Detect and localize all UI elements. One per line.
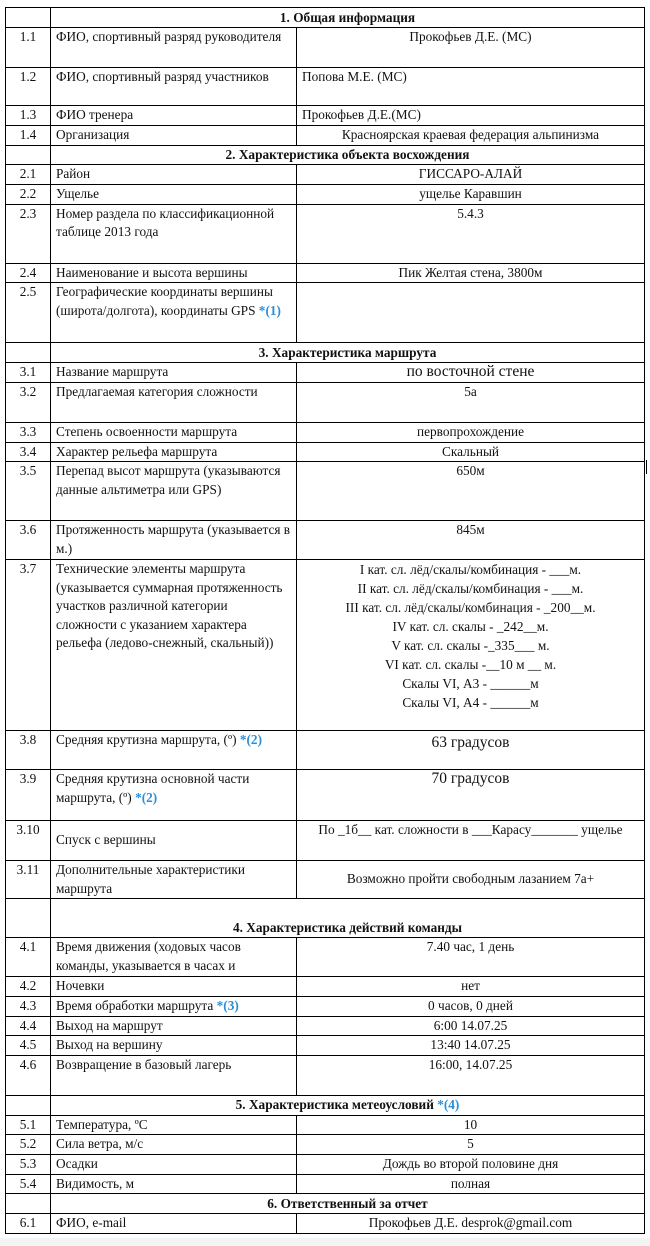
table-row	[6, 1036, 645, 1056]
route-length-value: 845м	[297, 521, 645, 560]
table-row	[6, 383, 645, 423]
table-row	[6, 442, 645, 462]
row-number: 4.2	[6, 977, 51, 997]
row-label: Время движения (ходовых часов команды, указывается в часах и	[51, 938, 297, 977]
table-row	[6, 28, 645, 68]
summit-time-value: 13:40 14.07.25	[297, 1036, 645, 1056]
coordinates-value	[297, 283, 645, 343]
section-num-cell	[6, 343, 51, 363]
return-time-value: 16:00, 14.07.25	[297, 1055, 645, 1095]
section-title: 6. Ответственный за отчет	[51, 1194, 645, 1214]
section-title: 4. Характеристика действий команды	[51, 899, 645, 938]
row-number: 2.3	[6, 204, 51, 263]
table-row	[6, 1055, 645, 1095]
exploration-degree-value: первопрохождение	[297, 423, 645, 443]
row-label: ФИО тренера	[51, 106, 297, 126]
movement-time-value: 7.40 час, 1 день	[297, 938, 645, 977]
row-number: 3.11	[6, 861, 51, 899]
row-label: Характер рельефа маршрута	[51, 442, 297, 462]
coach-value: Прокофьев Д.Е.(МС)	[297, 106, 645, 126]
row-label: ФИО, спортивный разряд руководителя	[51, 28, 297, 68]
row-number: 4.5	[6, 1036, 51, 1056]
row-label: Наименование и высота вершины	[51, 263, 297, 283]
section-num-cell	[6, 1194, 51, 1214]
row-number: 4.4	[6, 1016, 51, 1036]
row-number: 3.5	[6, 462, 51, 521]
row-label: Выход на вершину	[51, 1036, 297, 1056]
section-header-weather	[6, 1095, 645, 1115]
table-row	[6, 126, 645, 146]
row-label: Спуск с вершины	[51, 821, 297, 861]
row-label: Название маршрута	[51, 363, 297, 383]
row-number: 1.3	[6, 106, 51, 126]
table-row	[6, 938, 645, 977]
organization-value: Красноярская краевая федерация альпинизма	[297, 126, 645, 146]
row-label	[51, 996, 297, 1016]
row-label: Видимость, м	[51, 1174, 297, 1194]
row-label: Технические элементы маршрута (указывается суммарная протяженность участков различной категории сложности с указанием характера рельефа (ледово-снежный, скальный))	[51, 560, 297, 731]
row-label: Протяженность маршрута (указывается в м.)	[51, 521, 297, 560]
section-title	[51, 1095, 645, 1115]
row-label: Температура, ºС	[51, 1115, 297, 1135]
row-number: 3.4	[6, 442, 51, 462]
row-label: Ущелье	[51, 185, 297, 205]
row-number: 1.2	[6, 68, 51, 106]
row-label	[51, 283, 297, 343]
row-label	[51, 731, 297, 770]
table-row	[6, 1115, 645, 1135]
section-header-general	[6, 8, 645, 28]
row-label-text: Средняя крутизна основной части маршрута, (º)	[56, 771, 250, 805]
table-row	[6, 560, 645, 731]
responsible-contact-value: Прокофьев Д.Е. desprok@gmail.com	[297, 1214, 645, 1234]
table-row	[6, 977, 645, 997]
table-row	[6, 462, 645, 521]
footnote-marker: *(2)	[135, 789, 158, 805]
bivouacs-value: нет	[297, 977, 645, 997]
table-row	[6, 1016, 645, 1036]
section-num-cell	[6, 8, 51, 28]
table-row	[6, 1214, 645, 1234]
table-row	[6, 106, 645, 126]
row-number: 2.4	[6, 263, 51, 283]
row-number: 3.9	[6, 770, 51, 821]
table-row	[6, 1154, 645, 1174]
row-label: Сила ветра, м/с	[51, 1135, 297, 1155]
text-cursor-mark	[646, 460, 647, 474]
wind-value: 5	[297, 1135, 645, 1155]
section-title-text: 5. Характеристика метеоусловий	[235, 1097, 434, 1112]
tech-line-cat3: III кат. сл. лёд/скалы/комбинация - _200__м.	[345, 600, 596, 615]
section-header-route	[6, 343, 645, 363]
descent-value: По _1б__ кат. сложности в ___Карасу_______ ущелье	[297, 821, 645, 861]
precipitation-value: Дождь во второй половине дня	[297, 1154, 645, 1174]
row-label: Ночевки	[51, 977, 297, 997]
section-header-object	[6, 145, 645, 165]
row-label: Перепад высот маршрута (указываются данные альтиметра или GPS)	[51, 462, 297, 521]
table-row	[6, 731, 645, 770]
tech-line-cat1: I кат. сл. лёд/скалы/комбинация - ___м.	[359, 562, 582, 577]
row-number: 1.4	[6, 126, 51, 146]
footnote-marker: *(4)	[437, 1097, 460, 1112]
row-number: 3.10	[6, 821, 51, 861]
main-steepness-value: 70 градусов	[297, 770, 645, 821]
processing-time-value: 0 часов, 0 дней	[297, 996, 645, 1016]
section-title: 2. Характеристика объекта восхождения	[51, 145, 645, 165]
temperature-value: 10	[297, 1115, 645, 1135]
participants-value: Попова М.Е. (МС)	[297, 68, 645, 106]
row-label: Дополнительные характеристики маршрута	[51, 861, 297, 899]
row-number: 5.2	[6, 1135, 51, 1155]
table-row	[6, 861, 645, 899]
row-number: 6.1	[6, 1214, 51, 1234]
section-num-cell	[6, 145, 51, 165]
table-row	[6, 770, 645, 821]
row-label: Район	[51, 165, 297, 185]
table-row	[6, 1135, 645, 1155]
row-number: 3.6	[6, 521, 51, 560]
terrain-value: Скальный	[297, 442, 645, 462]
gorge-value: ущелье Каравшин	[297, 185, 645, 205]
page-bottom-margin	[0, 1238, 650, 1246]
row-label-text: Время обработки маршрута	[56, 997, 214, 1013]
row-label: Выход на маршрут	[51, 1016, 297, 1036]
row-number: 2.1	[6, 165, 51, 185]
section-title: 3. Характеристика маршрута	[51, 343, 645, 363]
visibility-value: полная	[297, 1174, 645, 1194]
section-num-cell	[6, 899, 51, 938]
region-value: ГИССАРО-АЛАЙ	[297, 165, 645, 185]
difficulty-category-value: 5а	[297, 383, 645, 423]
section-title: 1. Общая информация	[51, 8, 645, 28]
table-row	[6, 204, 645, 263]
table-row	[6, 821, 645, 861]
row-label: ФИО, e-mail	[51, 1214, 297, 1234]
table-row	[6, 68, 645, 106]
row-number: 5.4	[6, 1174, 51, 1194]
row-number: 5.3	[6, 1154, 51, 1174]
technical-elements-value	[297, 560, 645, 731]
tech-line-cat5: V кат. сл. скалы -_335___ м.	[391, 638, 550, 653]
tech-line-a4: Скалы VI, А4 - ______м	[402, 695, 539, 710]
row-number: 4.3	[6, 996, 51, 1016]
tech-line-cat6: VI кат. сл. скалы -__10 м __ м.	[384, 657, 557, 672]
row-label: Предлагаемая категория сложности	[51, 383, 297, 423]
row-label-text: Географические координаты вершины (широта/долгота), координаты GPS	[56, 284, 273, 318]
row-number: 5.1	[6, 1115, 51, 1135]
row-number: 3.7	[6, 560, 51, 731]
section-num-cell	[6, 1095, 51, 1115]
row-number: 3.8	[6, 731, 51, 770]
footnote-marker: *(3)	[216, 997, 239, 1013]
row-label	[51, 770, 297, 821]
footnote-marker: *(1)	[258, 302, 281, 318]
row-label-text: Средняя крутизна маршрута, (º)	[56, 732, 237, 747]
row-number: 2.5	[6, 283, 51, 343]
row-number: 1.1	[6, 28, 51, 68]
table-row	[6, 263, 645, 283]
tech-line-cat4: IV кат. сл. скалы - _242__м.	[392, 619, 549, 634]
leader-value: Прокофьев Д.Е. (МС)	[297, 28, 645, 68]
ascent-report-table	[5, 7, 645, 1234]
footnote-marker: *(2)	[239, 732, 263, 747]
table-row	[6, 283, 645, 343]
tech-line-cat2: II кат. сл. лёд/скалы/комбинация - ___м.	[357, 581, 584, 596]
row-label: Осадки	[51, 1154, 297, 1174]
row-number: 3.1	[6, 363, 51, 383]
row-number: 4.6	[6, 1055, 51, 1095]
table-row	[6, 1174, 645, 1194]
row-label: Номер раздела по классификационной таблице 2013 года	[51, 204, 297, 263]
table-row	[6, 185, 645, 205]
row-number: 3.3	[6, 423, 51, 443]
table-row	[6, 363, 645, 383]
elevation-gain-value: 650м	[297, 462, 645, 521]
avg-steepness-value: 63 градусов	[297, 731, 645, 770]
table-row	[6, 165, 645, 185]
route-name-value: по восточной стене	[297, 363, 645, 383]
table-row	[6, 423, 645, 443]
row-number: 2.2	[6, 185, 51, 205]
row-label: Возвращение в базовый лагерь	[51, 1055, 297, 1095]
section-header-responsible	[6, 1194, 645, 1214]
row-label: ФИО, спортивный разряд участников	[51, 68, 297, 106]
section-header-team-actions	[6, 899, 645, 938]
table-row	[6, 996, 645, 1016]
route-start-value: 6:00 14.07.25	[297, 1016, 645, 1036]
peak-value: Пик Желтая стена, 3800м	[297, 263, 645, 283]
row-label: Степень освоенности маршрута	[51, 423, 297, 443]
row-number: 3.2	[6, 383, 51, 423]
additional-info-value: Возможно пройти свободным лазанием 7а+	[297, 861, 645, 899]
row-label: Организация	[51, 126, 297, 146]
classification-section-value: 5.4.3	[297, 204, 645, 263]
row-number: 4.1	[6, 938, 51, 977]
tech-line-a3: Скалы VI, А3 - ______м	[402, 676, 539, 691]
table-row	[6, 521, 645, 560]
